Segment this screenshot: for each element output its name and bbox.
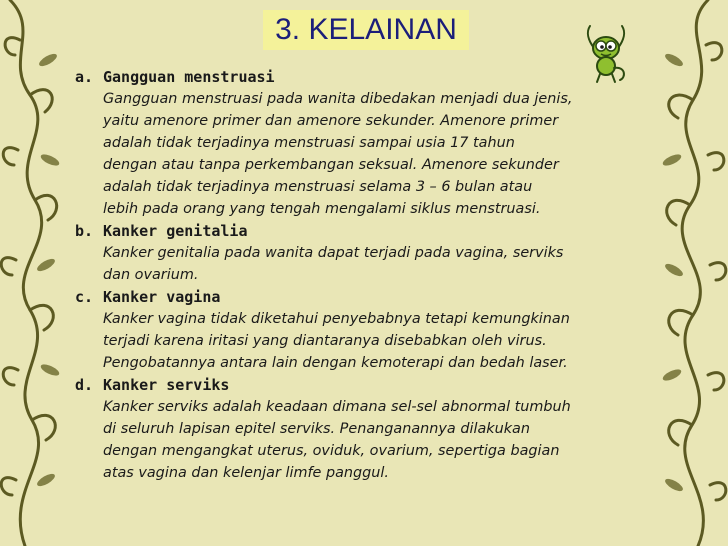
slide-title: 3. KELAINAN [263, 10, 469, 50]
item-heading: Gangguan menstruasi [103, 68, 275, 86]
left-floral-ornament [0, 0, 70, 546]
item-description: Kanker genitalia pada wanita dapat terjadi pada vagina, serviks dan ovarium. [103, 245, 564, 283]
list-item-kanker-genitalia [75, 220, 675, 286]
item-heading: Kanker vagina [103, 288, 221, 306]
item-marker: b. [75, 222, 94, 240]
content-list [75, 66, 675, 484]
item-heading: Kanker genitalia [103, 222, 248, 240]
item-marker: c. [75, 288, 94, 306]
item-marker: d. [75, 376, 94, 394]
item-description: Gangguan menstruasi pada wanita dibedakan menjadi dua jenis, yaitu amenore primer dan amenore sekunder. Amenore primer adalah tidak terjadinya menstruasi sampai usia 17 tahun dengan atau tanpa perkembangan seksual. Amenore sekunder adalah tidak terjadinya menstruasi selama 3 – 6 bulan atau lebih pada orang yang tengah mengalami siklus menstruasi. [103, 91, 573, 217]
item-description: Kanker serviks adalah keadaan dimana sel-sel abnormal tumbuh di seluruh lapisan epitel serviks. Penanganannya dilakukan dengan mengangkat uterus, oviduk, ovarium, sepertiga bagian atas vagina dan kelenjar limfe panggul. [103, 399, 571, 481]
item-description: Kanker vagina tidak diketahui penyebabnya tetapi kemungkinan terjadi karena iritasi yang diantaranya disebabkan oleh virus. Pengobatannya antara lain dengan kemoterapi dan bedah laser. [103, 311, 570, 371]
item-heading: Kanker serviks [103, 376, 230, 394]
list-item-kanker-serviks [75, 374, 675, 484]
list-item-gangguan-menstruasi [75, 66, 675, 220]
item-marker: a. [75, 68, 94, 86]
list-item-kanker-vagina [75, 286, 675, 374]
